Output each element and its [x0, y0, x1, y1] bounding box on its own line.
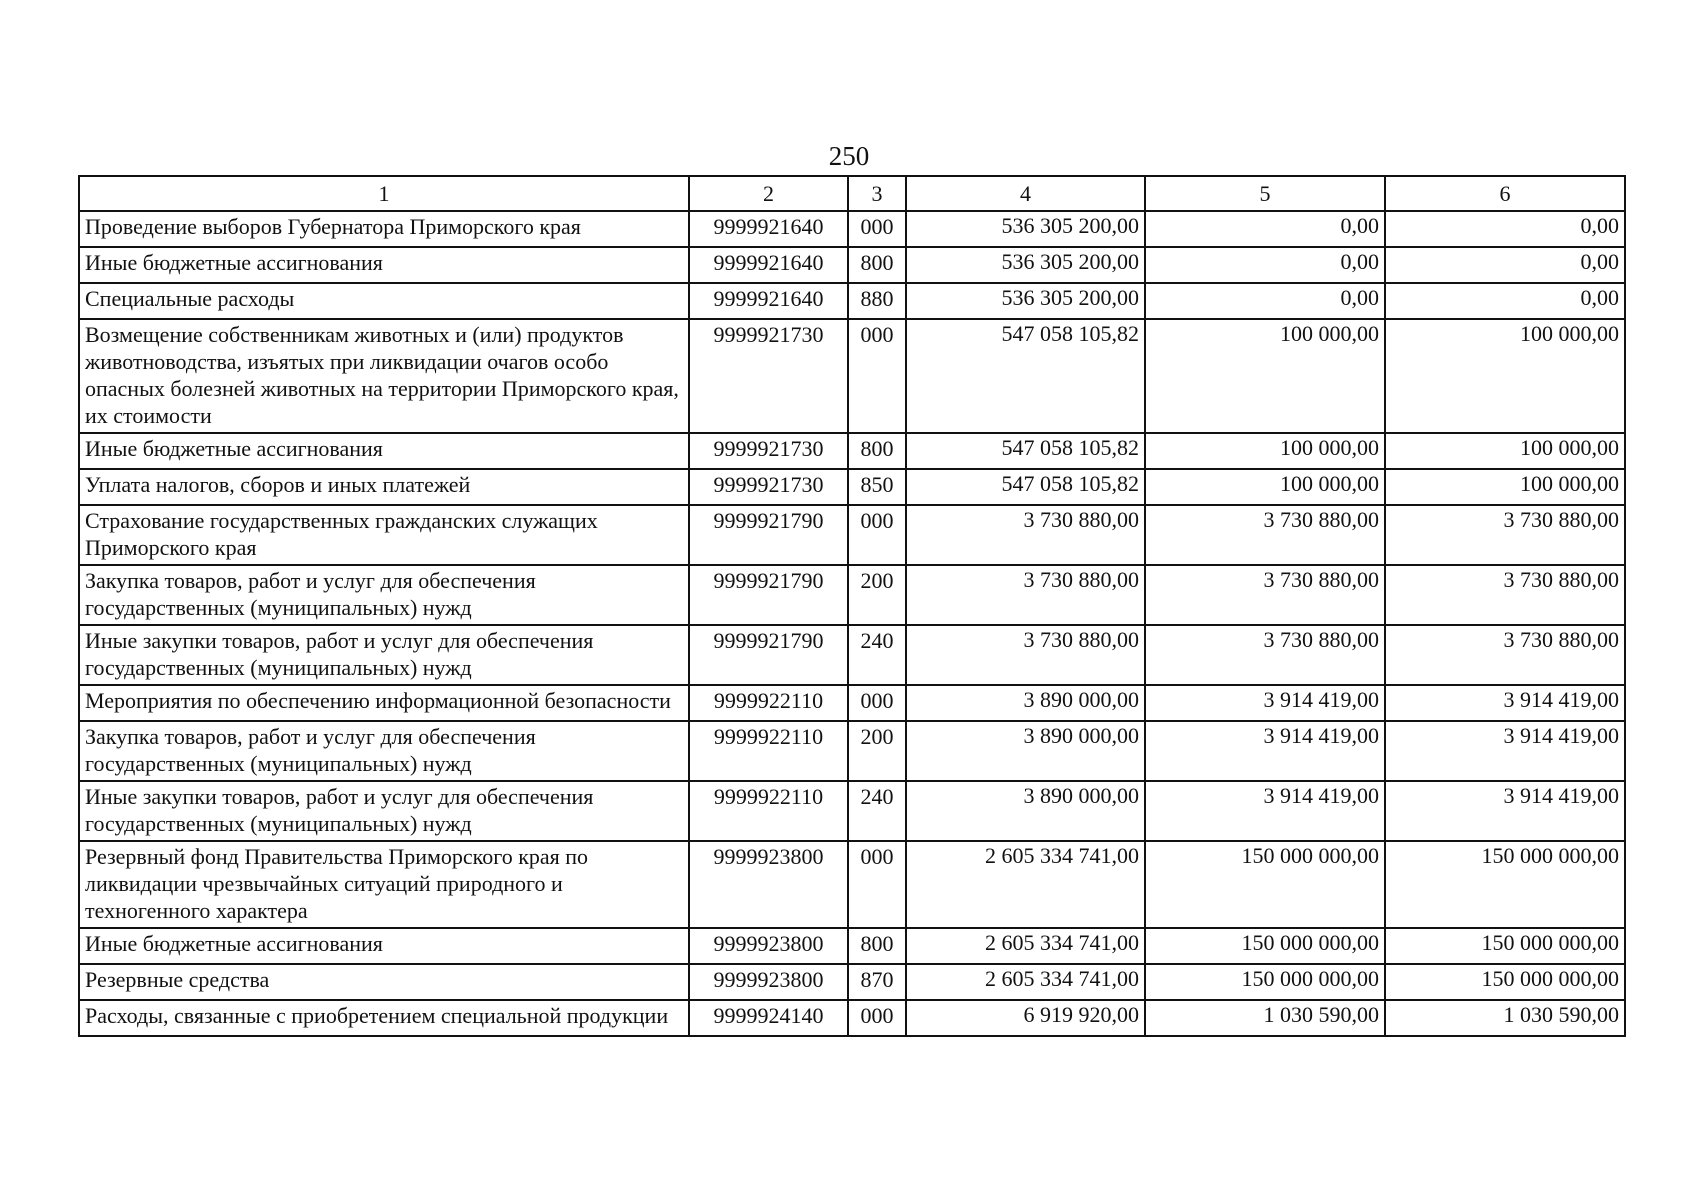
column-header: 3	[848, 176, 906, 211]
amount-col6-cell: 0,00	[1385, 247, 1625, 283]
target-code-cell: 9999923800	[689, 928, 848, 964]
expense-type-cell: 000	[848, 1000, 906, 1036]
expense-type-cell: 000	[848, 505, 906, 565]
row-name-cell: Закупка товаров, работ и услуг для обеспечения государственных (муниципальных) нужд	[79, 721, 689, 781]
row-name-cell: Иные бюджетные ассигнования	[79, 433, 689, 469]
row-name-cell: Резервный фонд Правительства Приморского края по ликвидации чрезвычайных ситуаций природного и техногенного характера	[79, 841, 689, 928]
amount-col6-cell: 100 000,00	[1385, 319, 1625, 433]
table-body	[79, 211, 1625, 1036]
target-code-cell: 9999922110	[689, 685, 848, 721]
expense-type-cell: 880	[848, 283, 906, 319]
table-row	[79, 964, 1625, 1000]
target-code-cell: 9999922110	[689, 721, 848, 781]
amount-col5-cell: 100 000,00	[1145, 319, 1385, 433]
amount-col5-cell: 100 000,00	[1145, 433, 1385, 469]
amount-col5-cell: 150 000 000,00	[1145, 964, 1385, 1000]
table-row	[79, 283, 1625, 319]
target-code-cell: 9999921730	[689, 433, 848, 469]
row-name-cell: Закупка товаров, работ и услуг для обеспечения государственных (муниципальных) нужд	[79, 565, 689, 625]
expense-type-cell: 850	[848, 469, 906, 505]
expense-type-cell: 000	[848, 319, 906, 433]
expense-type-cell: 800	[848, 247, 906, 283]
table-row	[79, 565, 1625, 625]
row-name-cell: Расходы, связанные с приобретением специальной продукции	[79, 1000, 689, 1036]
row-name-cell: Иные закупки товаров, работ и услуг для обеспечения государственных (муниципальных) нужд	[79, 781, 689, 841]
table-header-row	[79, 176, 1625, 211]
row-name-cell: Мероприятия по обеспечению информационной безопасности	[79, 685, 689, 721]
table-row	[79, 781, 1625, 841]
expense-type-cell: 000	[848, 841, 906, 928]
table-row	[79, 433, 1625, 469]
table-row	[79, 721, 1625, 781]
table-row	[79, 685, 1625, 721]
amount-col6-cell: 3 914 419,00	[1385, 781, 1625, 841]
table-row	[79, 1000, 1625, 1036]
row-name-cell: Резервные средства	[79, 964, 689, 1000]
expense-type-cell: 200	[848, 721, 906, 781]
target-code-cell: 9999921790	[689, 565, 848, 625]
row-name-cell: Страхование государственных гражданских служащих Приморского края	[79, 505, 689, 565]
target-code-cell: 9999923800	[689, 841, 848, 928]
expense-type-cell: 870	[848, 964, 906, 1000]
expense-type-cell: 800	[848, 928, 906, 964]
amount-col6-cell: 0,00	[1385, 211, 1625, 247]
amount-col4-cell: 3 890 000,00	[906, 685, 1145, 721]
target-code-cell: 9999921790	[689, 625, 848, 685]
target-code-cell: 9999921730	[689, 469, 848, 505]
table-row	[79, 928, 1625, 964]
amount-col6-cell: 3 730 880,00	[1385, 625, 1625, 685]
table-row	[79, 319, 1625, 433]
amount-col6-cell: 0,00	[1385, 283, 1625, 319]
amount-col5-cell: 150 000 000,00	[1145, 928, 1385, 964]
table-row	[79, 841, 1625, 928]
amount-col5-cell: 3 730 880,00	[1145, 505, 1385, 565]
row-name-cell: Иные закупки товаров, работ и услуг для обеспечения государственных (муниципальных) нужд	[79, 625, 689, 685]
target-code-cell: 9999921790	[689, 505, 848, 565]
amount-col5-cell: 150 000 000,00	[1145, 841, 1385, 928]
column-header: 1	[79, 176, 689, 211]
expense-type-cell: 240	[848, 781, 906, 841]
amount-col5-cell: 3 914 419,00	[1145, 721, 1385, 781]
amount-col4-cell: 3 730 880,00	[906, 565, 1145, 625]
amount-col6-cell: 150 000 000,00	[1385, 841, 1625, 928]
amount-col5-cell: 0,00	[1145, 283, 1385, 319]
amount-col4-cell: 3 890 000,00	[906, 721, 1145, 781]
amount-col4-cell: 6 919 920,00	[906, 1000, 1145, 1036]
row-name-cell: Проведение выборов Губернатора Приморского края	[79, 211, 689, 247]
expense-type-cell: 240	[848, 625, 906, 685]
row-name-cell: Возмещение собственникам животных и (или) продуктов животноводства, изъятых при ликвидации очагов особо опасных болезней животных на территории Приморского края, их стоимости	[79, 319, 689, 433]
expense-type-cell: 000	[848, 211, 906, 247]
table-row	[79, 505, 1625, 565]
amount-col4-cell: 3 890 000,00	[906, 781, 1145, 841]
amount-col5-cell: 3 914 419,00	[1145, 781, 1385, 841]
amount-col4-cell: 3 730 880,00	[906, 505, 1145, 565]
column-header: 6	[1385, 176, 1625, 211]
amount-col6-cell: 3 914 419,00	[1385, 685, 1625, 721]
expense-type-cell: 800	[848, 433, 906, 469]
amount-col4-cell: 2 605 334 741,00	[906, 964, 1145, 1000]
expense-type-cell: 200	[848, 565, 906, 625]
page-number: 250	[828, 141, 870, 171]
table-row	[79, 247, 1625, 283]
amount-col6-cell: 150 000 000,00	[1385, 964, 1625, 1000]
amount-col4-cell: 2 605 334 741,00	[906, 841, 1145, 928]
column-header: 2	[689, 176, 848, 211]
amount-col6-cell: 150 000 000,00	[1385, 928, 1625, 964]
expense-type-cell: 000	[848, 685, 906, 721]
amount-col5-cell: 3 730 880,00	[1145, 565, 1385, 625]
table-row	[79, 469, 1625, 505]
target-code-cell: 9999921640	[689, 211, 848, 247]
amount-col6-cell: 3 914 419,00	[1385, 721, 1625, 781]
target-code-cell: 9999923800	[689, 964, 848, 1000]
amount-col4-cell: 3 730 880,00	[906, 625, 1145, 685]
target-code-cell: 9999921730	[689, 319, 848, 433]
amount-col5-cell: 1 030 590,00	[1145, 1000, 1385, 1036]
amount-col5-cell: 0,00	[1145, 247, 1385, 283]
row-name-cell: Специальные расходы	[79, 283, 689, 319]
amount-col6-cell: 1 030 590,00	[1385, 1000, 1625, 1036]
row-name-cell: Иные бюджетные ассигнования	[79, 928, 689, 964]
amount-col6-cell: 3 730 880,00	[1385, 565, 1625, 625]
budget-table	[78, 175, 1626, 1037]
target-code-cell: 9999924140	[689, 1000, 848, 1036]
row-name-cell: Иные бюджетные ассигнования	[79, 247, 689, 283]
row-name-cell: Уплата налогов, сборов и иных платежей	[79, 469, 689, 505]
amount-col6-cell: 100 000,00	[1385, 469, 1625, 505]
amount-col4-cell: 536 305 200,00	[906, 211, 1145, 247]
amount-col5-cell: 3 914 419,00	[1145, 685, 1385, 721]
target-code-cell: 9999921640	[689, 283, 848, 319]
amount-col4-cell: 536 305 200,00	[906, 283, 1145, 319]
amount-col4-cell: 547 058 105,82	[906, 319, 1145, 433]
target-code-cell: 9999922110	[689, 781, 848, 841]
amount-col6-cell: 3 730 880,00	[1385, 505, 1625, 565]
amount-col4-cell: 547 058 105,82	[906, 469, 1145, 505]
amount-col5-cell: 3 730 880,00	[1145, 625, 1385, 685]
amount-col4-cell: 547 058 105,82	[906, 433, 1145, 469]
column-header: 5	[1145, 176, 1385, 211]
amount-col4-cell: 536 305 200,00	[906, 247, 1145, 283]
amount-col5-cell: 100 000,00	[1145, 469, 1385, 505]
column-header: 4	[906, 176, 1145, 211]
amount-col6-cell: 100 000,00	[1385, 433, 1625, 469]
amount-col5-cell: 0,00	[1145, 211, 1385, 247]
table-row	[79, 625, 1625, 685]
amount-col4-cell: 2 605 334 741,00	[906, 928, 1145, 964]
target-code-cell: 9999921640	[689, 247, 848, 283]
table-row	[79, 211, 1625, 247]
